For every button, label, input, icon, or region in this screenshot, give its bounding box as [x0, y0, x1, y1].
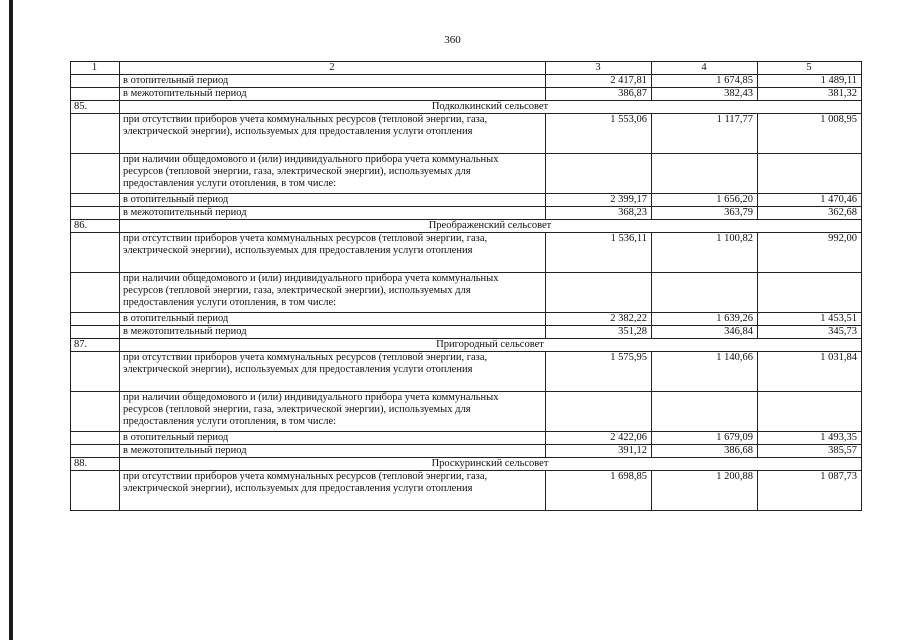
row-label: в отопительный период — [120, 194, 546, 207]
row-number-cell — [71, 114, 120, 154]
value-col-5: 1 489,11 — [758, 75, 862, 88]
value-col-5 — [758, 273, 862, 313]
table-row — [71, 392, 862, 432]
header-cell-1: 1 — [71, 62, 120, 75]
row-number-cell — [71, 313, 120, 326]
row-label: в межотопительный период — [120, 207, 546, 220]
table-row — [71, 114, 862, 154]
row-label: в отопительный период — [120, 313, 546, 326]
value-col-3: 391,12 — [546, 445, 652, 458]
row-number-cell — [71, 432, 120, 445]
row-label: в межотопительный период — [120, 88, 546, 101]
table-row — [71, 471, 862, 511]
value-col-4: 1 674,85 — [652, 75, 758, 88]
value-col-3: 2 399,17 — [546, 194, 652, 207]
value-col-3 — [546, 392, 652, 432]
value-col-5: 1 087,73 — [758, 471, 862, 511]
value-col-3 — [546, 154, 652, 194]
value-col-5 — [758, 392, 862, 432]
table-row — [71, 233, 862, 273]
value-col-5: 1 031,84 — [758, 352, 862, 392]
row-number-cell — [71, 471, 120, 511]
row-number-cell — [71, 88, 120, 101]
section-number: 87. — [71, 339, 120, 352]
value-col-4: 386,68 — [652, 445, 758, 458]
value-col-5: 381,32 — [758, 88, 862, 101]
value-col-5: 345,73 — [758, 326, 862, 339]
row-label: при наличии общедомового и (или) индивидуального прибора учета коммунальных ресурсов (тепловой энергии, газа, электрической энергии), используемых для предоставления услуги отопления, в том числе: — [120, 273, 546, 313]
value-col-4: 1 639,26 — [652, 313, 758, 326]
table-row — [71, 352, 862, 392]
section-title: Подколкинский сельсовет — [120, 101, 862, 114]
value-col-4 — [652, 392, 758, 432]
value-col-4: 1 100,82 — [652, 233, 758, 273]
row-label: при отсутствии приборов учета коммунальных ресурсов (тепловой энергии, газа, электрической энергии), используемых для предоставления услуги отопления — [120, 352, 546, 392]
section-number: 88. — [71, 458, 120, 471]
value-col-5: 385,57 — [758, 445, 862, 458]
section-row — [71, 101, 862, 114]
section-row — [71, 458, 862, 471]
table-row — [71, 273, 862, 313]
row-label: при наличии общедомового и (или) индивидуального прибора учета коммунальных ресурсов (тепловой энергии, газа, электрической энергии), используемых для предоставления услуги отопления, в том числе: — [120, 392, 546, 432]
value-col-3: 351,28 — [546, 326, 652, 339]
value-col-3: 368,23 — [546, 207, 652, 220]
section-number: 85. — [71, 101, 120, 114]
row-label: в отопительный период — [120, 75, 546, 88]
table-row — [71, 326, 862, 339]
section-title: Пригородный сельсовет — [120, 339, 862, 352]
row-number-cell — [71, 352, 120, 392]
row-label: при отсутствии приборов учета коммунальных ресурсов (тепловой энергии, газа, электрической энергии), используемых для предоставления услуги отопления — [120, 471, 546, 511]
value-col-5: 992,00 — [758, 233, 862, 273]
row-number-cell — [71, 75, 120, 88]
row-label: при отсутствии приборов учета коммунальных ресурсов (тепловой энергии, газа, электрической энергии), используемых для предоставления услуги отопления — [120, 114, 546, 154]
value-col-3: 386,87 — [546, 88, 652, 101]
row-number-cell — [71, 273, 120, 313]
value-col-3: 1 575,95 — [546, 352, 652, 392]
table-row — [71, 207, 862, 220]
value-col-4 — [652, 154, 758, 194]
table-row — [71, 88, 862, 101]
table-row — [71, 313, 862, 326]
row-label: в межотопительный период — [120, 445, 546, 458]
value-col-3 — [546, 273, 652, 313]
value-col-4: 1 200,88 — [652, 471, 758, 511]
row-label: при отсутствии приборов учета коммунальных ресурсов (тепловой энергии, газа, электрической энергии), используемых для предоставления услуги отопления — [120, 233, 546, 273]
row-number-cell — [71, 207, 120, 220]
value-col-5 — [758, 154, 862, 194]
row-number-cell — [71, 154, 120, 194]
value-col-4: 1 140,66 — [652, 352, 758, 392]
value-col-3: 1 698,85 — [546, 471, 652, 511]
value-col-5: 1 470,46 — [758, 194, 862, 207]
value-col-5: 1 453,51 — [758, 313, 862, 326]
table-header-row — [71, 62, 862, 75]
value-col-3: 2 422,06 — [546, 432, 652, 445]
scan-edge — [9, 0, 13, 640]
row-label: в отопительный период — [120, 432, 546, 445]
table-row — [71, 432, 862, 445]
section-row — [71, 339, 862, 352]
table-row — [71, 154, 862, 194]
row-number-cell — [71, 445, 120, 458]
value-col-4: 382,43 — [652, 88, 758, 101]
section-number: 86. — [71, 220, 120, 233]
row-number-cell — [71, 392, 120, 432]
row-number-cell — [71, 326, 120, 339]
header-cell-4: 4 — [652, 62, 758, 75]
value-col-4: 1 117,77 — [652, 114, 758, 154]
value-col-4: 346,84 — [652, 326, 758, 339]
value-col-4: 363,79 — [652, 207, 758, 220]
value-col-5: 362,68 — [758, 207, 862, 220]
page-number: 360 — [444, 34, 461, 46]
header-cell-2: 2 — [120, 62, 546, 75]
value-col-3: 1 553,06 — [546, 114, 652, 154]
table-row — [71, 445, 862, 458]
row-label: в межотопительный период — [120, 326, 546, 339]
value-col-4 — [652, 273, 758, 313]
header-cell-3: 3 — [546, 62, 652, 75]
value-col-4: 1 656,20 — [652, 194, 758, 207]
section-row — [71, 220, 862, 233]
table-row — [71, 194, 862, 207]
row-number-cell — [71, 194, 120, 207]
section-title: Проскуринский сельсовет — [120, 458, 862, 471]
row-label: при наличии общедомового и (или) индивидуального прибора учета коммунальных ресурсов (тепловой энергии, газа, электрической энергии), используемых для предоставления услуги отопления, в том числе: — [120, 154, 546, 194]
value-col-3: 1 536,11 — [546, 233, 652, 273]
tariff-table — [70, 61, 862, 511]
table-row — [71, 75, 862, 88]
header-cell-5: 5 — [758, 62, 862, 75]
value-col-3: 2 382,22 — [546, 313, 652, 326]
row-number-cell — [71, 233, 120, 273]
section-title: Преображенский сельсовет — [120, 220, 862, 233]
tariff-table-body — [71, 62, 862, 511]
value-col-4: 1 679,09 — [652, 432, 758, 445]
value-col-3: 2 417,81 — [546, 75, 652, 88]
value-col-5: 1 008,95 — [758, 114, 862, 154]
value-col-5: 1 493,35 — [758, 432, 862, 445]
